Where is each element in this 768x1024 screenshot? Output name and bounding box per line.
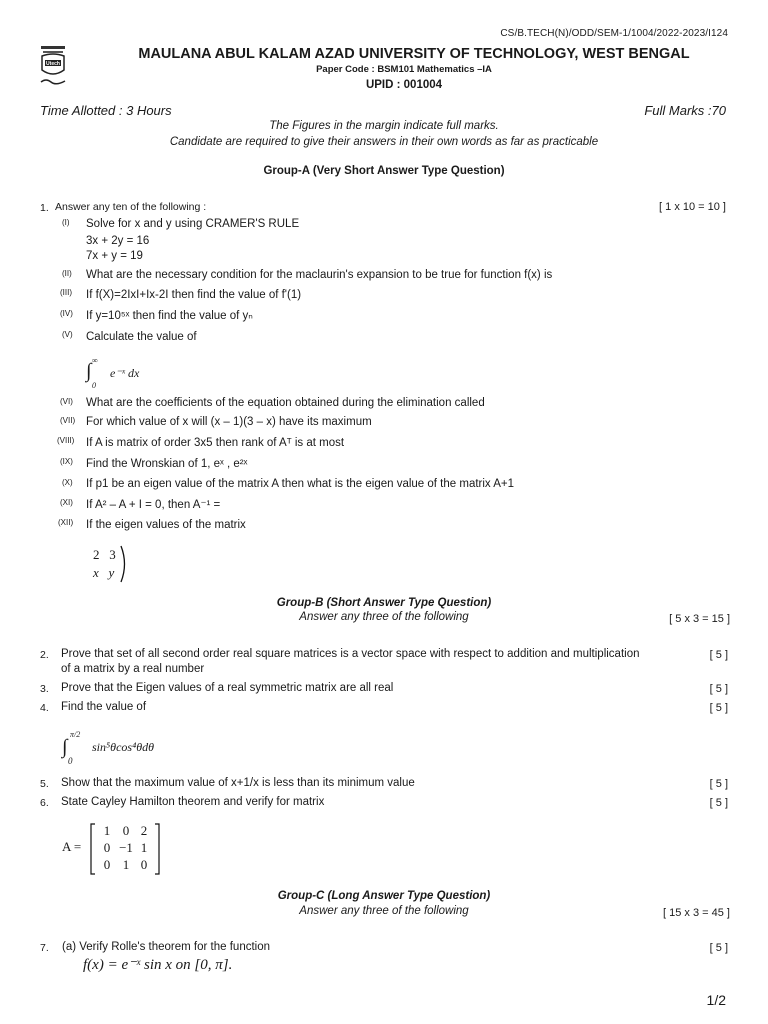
matrix-6-cell: 2 xyxy=(140,823,148,838)
roman-iv: (IV) xyxy=(60,309,73,318)
q2-text-cont: of a matrix by a real number xyxy=(61,663,205,675)
integral-sign-v: ∫ xyxy=(86,360,92,382)
full-marks: Full Marks :70 xyxy=(644,103,726,118)
q3-text: Prove that the Eigen values of a real symmetric matrix are all real xyxy=(61,682,394,694)
instruction-1: The Figures in the margin indicate full marks. xyxy=(269,120,499,132)
matrix-6-cell: 0 xyxy=(122,823,130,838)
roman-xii: (XII) xyxy=(58,518,74,527)
matrix-6-cell: 0 xyxy=(103,840,111,855)
matrix-xii-row2: x y xyxy=(93,565,115,580)
roman-xi: (XI) xyxy=(60,498,73,507)
roman-ii: (II) xyxy=(62,269,72,278)
university-name: MAULANA ABUL KALAM AZAD UNIVERSITY OF TECHNOLOGY, WEST BENGAL xyxy=(138,46,690,62)
q7-text: (a) Verify Rolle's theorem for the function xyxy=(62,941,271,953)
item-ii: What are the necessary condition for the maclaurin's expansion to be true for function f(x) is xyxy=(86,269,553,281)
group-a-title: Group-A (Very Short Answer Type Question) xyxy=(263,165,505,177)
matrix-6-cell: 0 xyxy=(140,857,148,872)
matrix-6-r1c1 xyxy=(97,823,153,839)
group-c-title: Group-C (Long Answer Type Question) xyxy=(277,890,491,902)
matrix-xii-row1: 2 3 xyxy=(93,547,116,562)
q2-marks: [ 5 ] xyxy=(709,649,728,661)
group-b-title: Group-B (Short Answer Type Question) xyxy=(276,597,492,609)
roman-x: (X) xyxy=(62,478,73,487)
item-xii: If the eigen values of the matrix xyxy=(86,519,246,531)
q7-marks: [ 5 ] xyxy=(709,942,728,954)
item-i-eq2: 7x + y = 19 xyxy=(86,250,143,262)
roman-vii: (VII) xyxy=(60,416,76,425)
q4-number: 4. xyxy=(40,702,49,714)
integral-sign-4: ∫ xyxy=(62,736,68,758)
q7-number: 7. xyxy=(40,942,49,954)
time-allotted: Time Allotted : 3 Hours xyxy=(40,103,172,118)
q1-number: 1. xyxy=(40,202,49,214)
group-c-marks: [ 15 x 3 = 45 ] xyxy=(663,907,730,919)
roman-vi: (VI) xyxy=(60,397,73,406)
integral-4-body: sin⁵θcos⁴θdθ xyxy=(92,740,155,754)
q6-number: 6. xyxy=(40,797,49,809)
upid: UPID : 001004 xyxy=(365,79,443,91)
matrix-6-cell: 1 xyxy=(103,823,111,838)
group-b-sub: Answer any three of the following xyxy=(299,611,469,623)
matrix-6-cell: 0 xyxy=(103,857,111,872)
q4-marks: [ 5 ] xyxy=(709,702,728,714)
matrix-6-cell: 1 xyxy=(140,840,148,855)
matrix-xii-bracket xyxy=(119,545,129,588)
matrix-6-row3 xyxy=(97,857,153,873)
integral-v-upper: ∞ xyxy=(92,356,98,365)
item-i: Solve for x and y using CRAMER'S RULE xyxy=(86,218,300,230)
q5-text: Show that the maximum value of x+1/x is less than its minimum value xyxy=(61,777,415,789)
q5-number: 5. xyxy=(40,778,49,790)
roman-ix: (IX) xyxy=(60,457,73,466)
group-c-sub: Answer any three of the following xyxy=(299,905,469,917)
matrix-6-left-bracket xyxy=(90,823,96,880)
q2-text: Prove that set of all second order real square matrices is a vector space with respect to addition and multiplication xyxy=(61,648,640,660)
integral-4-lower: 0 xyxy=(68,756,73,766)
page-number: 1/2 xyxy=(706,992,726,1008)
logo-text: Utech xyxy=(46,61,60,67)
roman-viii: (VIII) xyxy=(57,436,75,445)
item-x: If p1 be an eigen value of the matrix A then what is the eigen value of the matrix A+1 xyxy=(86,478,515,490)
matrix-6-cell: 1 xyxy=(122,857,130,872)
matrix-6-label: A = xyxy=(62,839,82,854)
matrix-6-row2 xyxy=(97,840,153,856)
item-v: Calculate the value of xyxy=(86,331,197,343)
paper-code: Paper Code : BSM101 Mathematics –IA xyxy=(316,64,492,75)
item-vii: For which value of x will (x – 1)(3 – x) have its maximum xyxy=(86,416,372,428)
q2-number: 2. xyxy=(40,649,49,661)
item-iii: If f(X)=2IxI+Ix-2I then find the value of f'(1) xyxy=(86,289,302,301)
q1-text: Answer any ten of the following : xyxy=(55,201,207,213)
q5-marks: [ 5 ] xyxy=(709,778,728,790)
q6-text: State Cayley Hamilton theorem and verify for matrix xyxy=(61,796,325,808)
q1-marks: [ 1 x 10 = 10 ] xyxy=(659,201,726,213)
group-b-marks: [ 5 x 3 = 15 ] xyxy=(669,613,730,625)
item-xi: If A² – A + I = 0, then A⁻¹ = xyxy=(86,499,221,511)
exam-code: CS/B.TECH(N)/ODD/SEM-1/1004/2022-2023/I124 xyxy=(500,28,728,39)
item-viii: If A is matrix of order 3x5 then rank of Aᵀ is at most xyxy=(86,437,345,449)
item-vi: What are the coefficients of the equation obtained during the elimination called xyxy=(86,397,485,409)
matrix-6-right-bracket xyxy=(154,823,160,880)
item-iv: If y=10⁵ˣ then find the value of yₙ xyxy=(86,310,253,322)
item-ix: Find the Wronskian of 1, eˣ , e²ˣ xyxy=(86,458,248,470)
roman-i: (I) xyxy=(62,218,70,227)
instruction-2: Candidate are required to give their answers in their own words as far as practicable xyxy=(169,136,599,148)
item-i-eq1: 3x + 2y = 16 xyxy=(86,235,150,247)
matrix-6-cell: −1 xyxy=(119,840,133,855)
q7-expression: f(x) = e⁻ˣ sin x on [0, π]. xyxy=(83,957,233,973)
q4-text: Find the value of xyxy=(61,701,147,713)
q3-number: 3. xyxy=(40,683,49,695)
q3-marks: [ 5 ] xyxy=(709,683,728,695)
roman-iii: (III) xyxy=(60,288,72,297)
q6-marks: [ 5 ] xyxy=(709,797,728,809)
integral-v-lower: 0 xyxy=(92,381,96,390)
integral-4-upper: π/2 xyxy=(70,730,81,739)
roman-v: (V) xyxy=(62,330,73,339)
integral-v-body: e⁻ˣ dx xyxy=(110,366,140,380)
